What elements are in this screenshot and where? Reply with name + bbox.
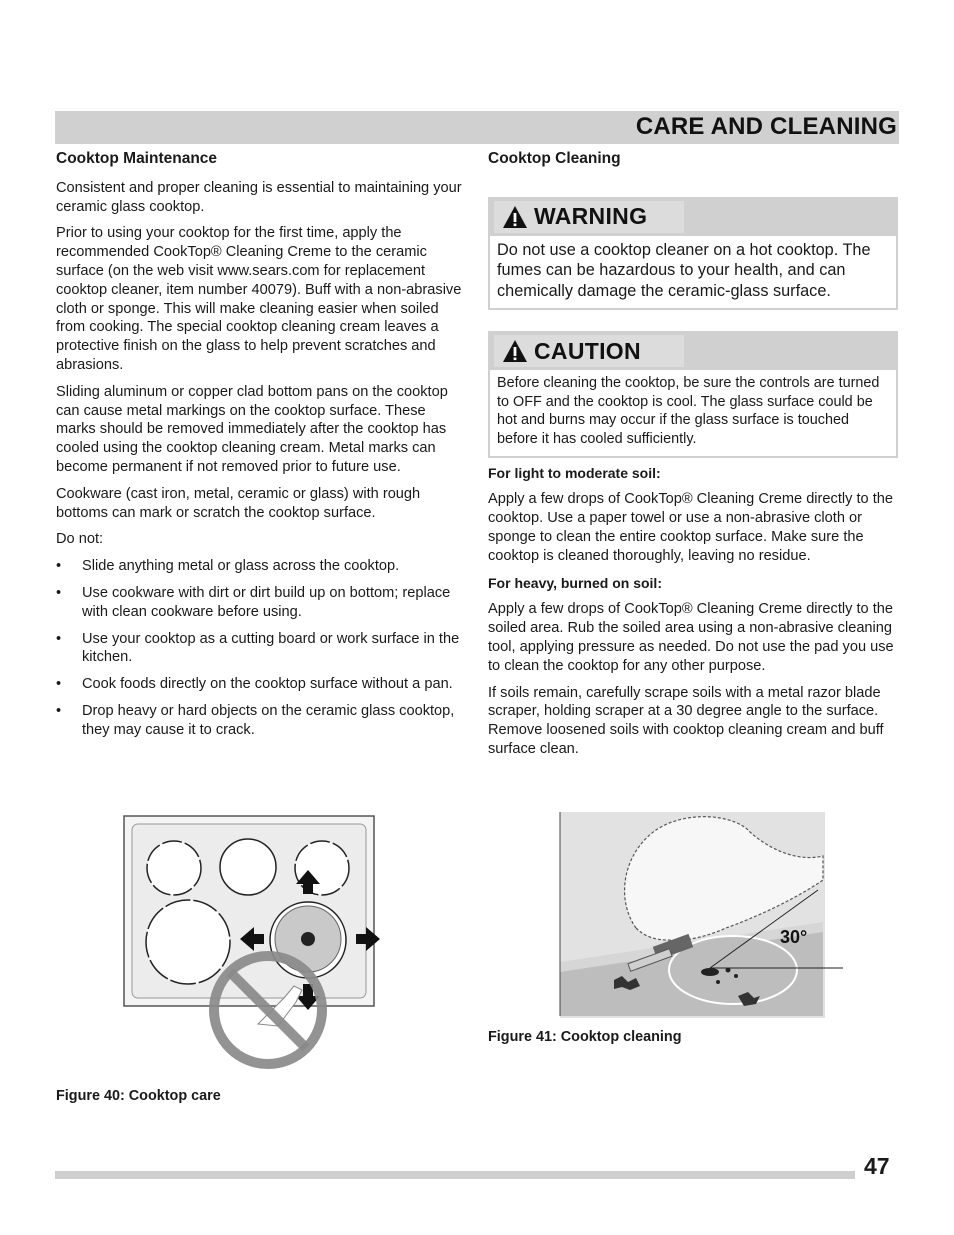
list-item <box>56 630 466 668</box>
warning-triangle-icon <box>502 339 528 363</box>
cooktop-cleaning-heading: Cooktop Cleaning <box>488 150 621 167</box>
list-item-text: Slide anything metal or glass across the cooktop. <box>82 558 400 575</box>
list-item-text: Cook foods directly on the cooktop surface without a pan. <box>82 676 453 693</box>
list-item-text: Use cookware with dirt or dirt build up on bottom; replace with clean cookware before using. <box>82 584 451 620</box>
figure-41-caption: Figure 41: Cooktop cleaning <box>488 1029 682 1045</box>
page-number: 47 <box>864 1153 890 1179</box>
list-item <box>56 584 466 622</box>
maintenance-paragraph: Sliding aluminum or copper clad bottom pans on the cooktop can cause metal markings on the cooktop surface. These marks should be removed immediately after the cooktop has cooled using the cooktop cleaning cream. Metal marks can become permanent if not removed prior to future use. <box>56 383 448 475</box>
section-title: CARE AND CLEANING <box>635 113 897 140</box>
figure-40-caption: Figure 40: Cooktop care <box>56 1088 221 1104</box>
caution-text: Before cleaning the cooktop, be sure the controls are turned to OFF and the cooktop is cool. The glass surface could be hot and burns may occur if the glass surface is touched before it has cooled sufficiently. <box>490 370 896 455</box>
soils-remain-text: If soils remain, carefully scrape soils with a metal razor blade scraper, holding scraper at a 30 degree angle to the surface. Remove loosened soils with cooktop cleaning cream and buff surface clean. <box>488 684 884 758</box>
maintenance-paragraph: Cookware (cast iron, metal, ceramic or glass) with rough bottoms can mark or scratch the cooktop surface. <box>56 485 421 521</box>
cooktop-maintenance-heading: Cooktop Maintenance <box>56 150 218 167</box>
heavy-soil-heading: For heavy, burned on soil: <box>488 574 662 591</box>
maintenance-paragraph: Prior to using your cooktop for the first time, apply the recommended CookTop® Cleaning Creme to the ceramic surface (on the web visit www.sears.com for replacement cooktop cleaner, item number 40079). Buff with a non-abrasive cloth or sponge. This will make cleaning easier when soiled from cooking. The special cooktop cleaning cream leaves a protective finish on the glass to help prevent scratches and abrasions. <box>56 225 462 373</box>
bullet: • <box>56 630 62 647</box>
cooktop-maintenance-section <box>56 150 466 748</box>
list-item <box>56 675 466 694</box>
bullet: • <box>56 702 62 719</box>
caution-label <box>494 335 684 367</box>
maintenance-paragraph: Consistent and proper cleaning is essential to maintaining your ceramic glass cooktop. <box>56 179 462 215</box>
list-item <box>56 702 466 740</box>
list-item-text: Use your cooktop as a cutting board or work surface in the kitchen. <box>82 630 460 666</box>
cooktop-cleaning-section <box>488 150 898 767</box>
bullet: • <box>56 584 62 601</box>
cooktop-care-figure <box>118 812 382 1074</box>
warning-label <box>494 201 684 233</box>
footer-bar <box>55 1171 855 1179</box>
do-not-list <box>56 557 466 739</box>
warning-triangle-icon <box>502 205 528 229</box>
bullet: • <box>56 676 62 693</box>
section-header-bar <box>55 111 899 144</box>
list-item <box>56 557 466 576</box>
bullet: • <box>56 558 62 575</box>
warning-text: Do not use a cooktop cleaner on a hot cooktop. The fumes can be hazardous to your health, and can chemically damage the ceramic-glass surface. <box>490 236 896 309</box>
heavy-soil-text: Apply a few drops of CookTop® Cleaning Creme directly to the soiled area. Rub the soiled area using a non-abrasive cleaning tool, applying pressure as needed. Do not use the pad you use to clean the cooktop for any other purpose. <box>488 601 894 674</box>
cooktop-cleaning-figure <box>558 810 848 1022</box>
do-not-label: Do not: <box>56 531 104 548</box>
caution-label-text: CAUTION <box>534 337 641 364</box>
angle-label: 30° <box>780 927 808 947</box>
warning-box <box>488 197 898 311</box>
list-item-text: Drop heavy or hard objects on the ceramic glass cooktop, they may cause it to crack. <box>82 702 455 738</box>
warning-label-text: WARNING <box>534 203 648 230</box>
light-soil-heading: For light to moderate soil: <box>488 464 661 481</box>
light-soil-text: Apply a few drops of CookTop® Cleaning Creme directly to the cooktop. Use a paper towel or use a non-abrasive cloth or sponge to clean the entire cooktop surface. Make sure the cooktop is cleaned thoroughly, leaving no residue. <box>488 491 893 564</box>
caution-box <box>488 331 898 457</box>
